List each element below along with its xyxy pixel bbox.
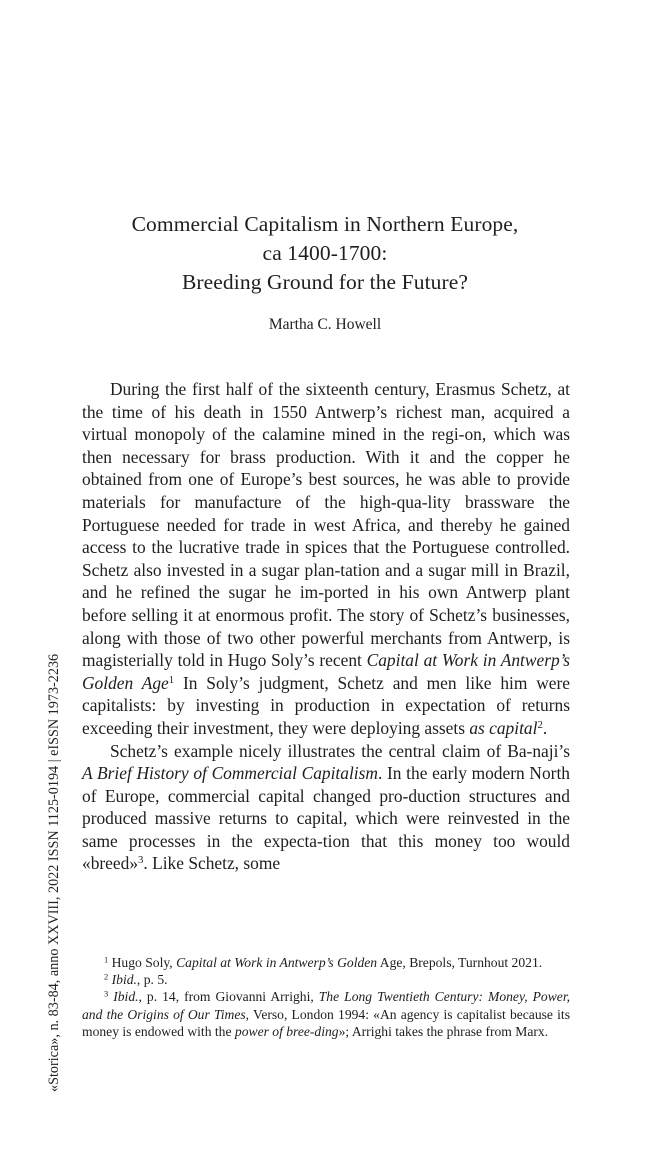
journal-issue-info: «Storica», n. 83-84, anno XXVIII, 2022 ISSN 1125-0194 | eISSN 1973-2236 bbox=[46, 653, 62, 1092]
body-text-run: . bbox=[542, 717, 548, 738]
body-text-run: . Like Schetz, some bbox=[143, 853, 281, 874]
book-title: A Brief History of Commercial Capitalism bbox=[82, 763, 378, 784]
footnote-italic: Ibid. bbox=[111, 972, 137, 988]
article-title-line-2: ca 1400-1700: bbox=[262, 241, 388, 265]
footnote-text: »; Arrighi takes the phrase from Marx. bbox=[338, 1023, 549, 1039]
article-header bbox=[80, 210, 570, 335]
footnote-italic: Ibid. bbox=[113, 989, 139, 1005]
footnote-text: , p. 14, from Giovanni Arrighi, bbox=[138, 989, 319, 1005]
footnote-2 bbox=[82, 971, 570, 988]
article-title-line-1: Commercial Capitalism in Northern Europe, bbox=[131, 212, 519, 236]
body-text-run: During the first half of the sixteenth century, Erasmus Schetz, at the time of his death in 1550 Antwerp’s richest man, acquired a virtual monopoly of the calamine mined in the regi-on, which was then necessary for brass production. With it and the copper he obtained from one of Europe’s best sources, he was able to provide materials for manufacture of the high-qua-lity brassware the Portuguese needed for trade in west Africa, and thereby he gained access to the lucrative trade in spices that the Portuguese controlled. Schetz also invested in a sugar plan-tation and a sugar mill in Brazil, and he refined the sugar he im-ported in his own Antwerp plant before selling it at enormous profit. The story of Schetz’s businesses, along with those of two other powerful merchants from Antwerp, is magisterially told in Hugo Soly’s recent bbox=[82, 379, 570, 671]
footnote-ref-2: 2 bbox=[537, 718, 543, 731]
footnote-1 bbox=[82, 954, 570, 971]
body-paragraph-1 bbox=[82, 378, 570, 740]
body-text-run: In Soly’s judgment, Schetz and men like him were capitalists: by investing in production in expectation of returns exceeding their investment, they were deploying assets bbox=[82, 672, 570, 738]
body-paragraph-2 bbox=[82, 740, 570, 876]
footnote-number: 2 bbox=[104, 971, 109, 982]
footnotes bbox=[82, 954, 570, 1040]
footnote-number: 1 bbox=[104, 954, 109, 965]
footnote-text: , Verso, London 1994: «An agency is capitalist because its money is endowed with the bbox=[82, 1006, 570, 1039]
footnote-ref-1: 1 bbox=[168, 673, 175, 686]
article-body bbox=[82, 378, 570, 875]
article-author: Martha C. Howell bbox=[268, 316, 382, 333]
book-title: Capital at Work in Antwerp’s Golden Age bbox=[82, 650, 570, 693]
footnote-ref-3: 3 bbox=[138, 854, 144, 867]
article-title-line-3: Breeding Ground for the Future? bbox=[181, 270, 469, 294]
footnote-italic: Capital at Work in Antwerp’s Golden bbox=[176, 955, 378, 970]
footnote-number: 3 bbox=[104, 988, 109, 999]
body-text-run: Schetz’s example nicely illustrates the central claim of Ba-naji’s bbox=[110, 740, 570, 761]
footnote-italic: The Long Twentieth Century: Money, Power, and the Origins of Our Times bbox=[82, 989, 570, 1022]
footnote-text: , p. 5. bbox=[136, 972, 168, 988]
footnote-3 bbox=[82, 988, 570, 1040]
footnote-text: Hugo Soly, bbox=[108, 955, 177, 970]
emphasis-text: as capital bbox=[469, 717, 538, 738]
footnote-italic: power of bree-ding bbox=[234, 1023, 339, 1039]
footnote-text: Age, Brepols, Turnhout 2021. bbox=[377, 955, 543, 970]
body-text-run: . In the early modern North of Europe, commercial capital changed pro-duction structures and produced massive returns to capital, which were reinvested in the same processes in the expecta-tion that this money too would «breed» bbox=[82, 763, 570, 874]
